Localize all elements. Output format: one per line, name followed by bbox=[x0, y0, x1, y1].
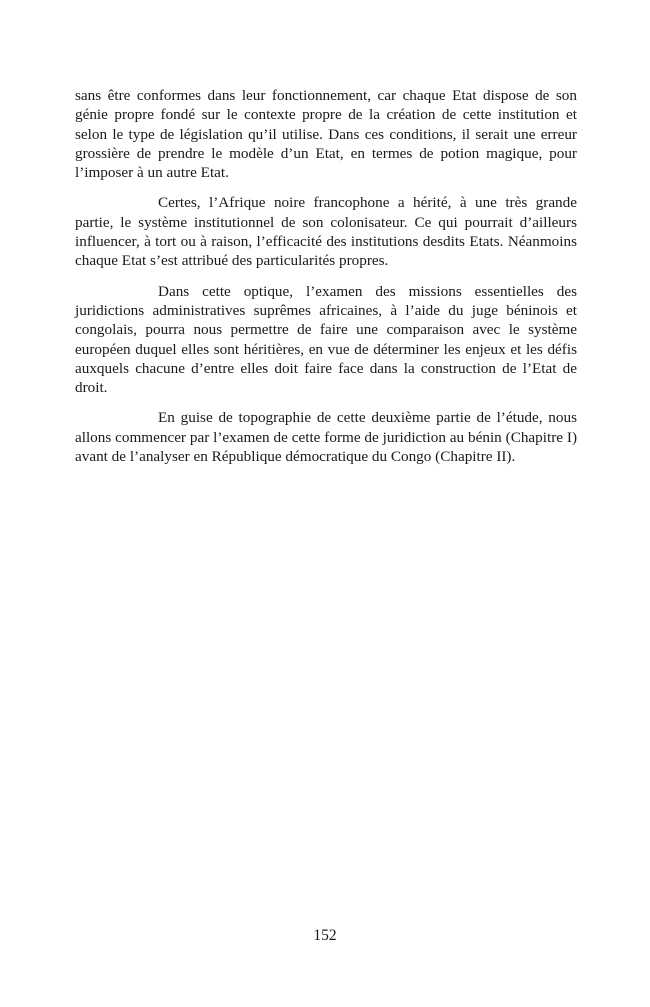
paragraph-continuation: sans être conformes dans leur fonctionnement, car chaque Etat dispose de son génie propre fondé sur le contexte propre de la création de cette institution et selon le type de législation qu’il utilise. Dans ces conditions, il serait une erreur grossière de prendre le modèle d’un Etat, en termes de potion magique, pour l’imposer à un autre Etat. bbox=[75, 87, 577, 182]
paragraph-comparison: Dans cette optique, l’examen des missions essentielles des juridictions administratives suprêmes africaines, à l’aide du juge béninois et congolais, pourra nous permettre de faire une comparaison avec le système européen duquel elles sont héritières, en vue de déterminer les enjeux et les défis auxquels chacune d’entre elles doit faire face dans la construction de l’Etat de droit. bbox=[75, 282, 577, 397]
page-number: 152 bbox=[313, 927, 337, 944]
paragraph-heritage: Certes, l’Afrique noire francophone a hérité, à une très grande partie, le système institutionnel de son colonisateur. Ce qui pourrait d’ailleurs influencer, à tort ou à raison, l’efficacité des institutions desdits Etats. Néanmoins chaque Etat s’est attribué des particularités propres. bbox=[75, 194, 577, 270]
paragraph-outline: En guise de topographie de cette deuxième partie de l’étude, nous allons commencer par l’examen de cette forme de juridiction au bénin (Chapitre I) avant de l’analyser en République démocratique du Congo (Chapitre II). bbox=[75, 409, 577, 466]
page-body bbox=[75, 86, 577, 477]
